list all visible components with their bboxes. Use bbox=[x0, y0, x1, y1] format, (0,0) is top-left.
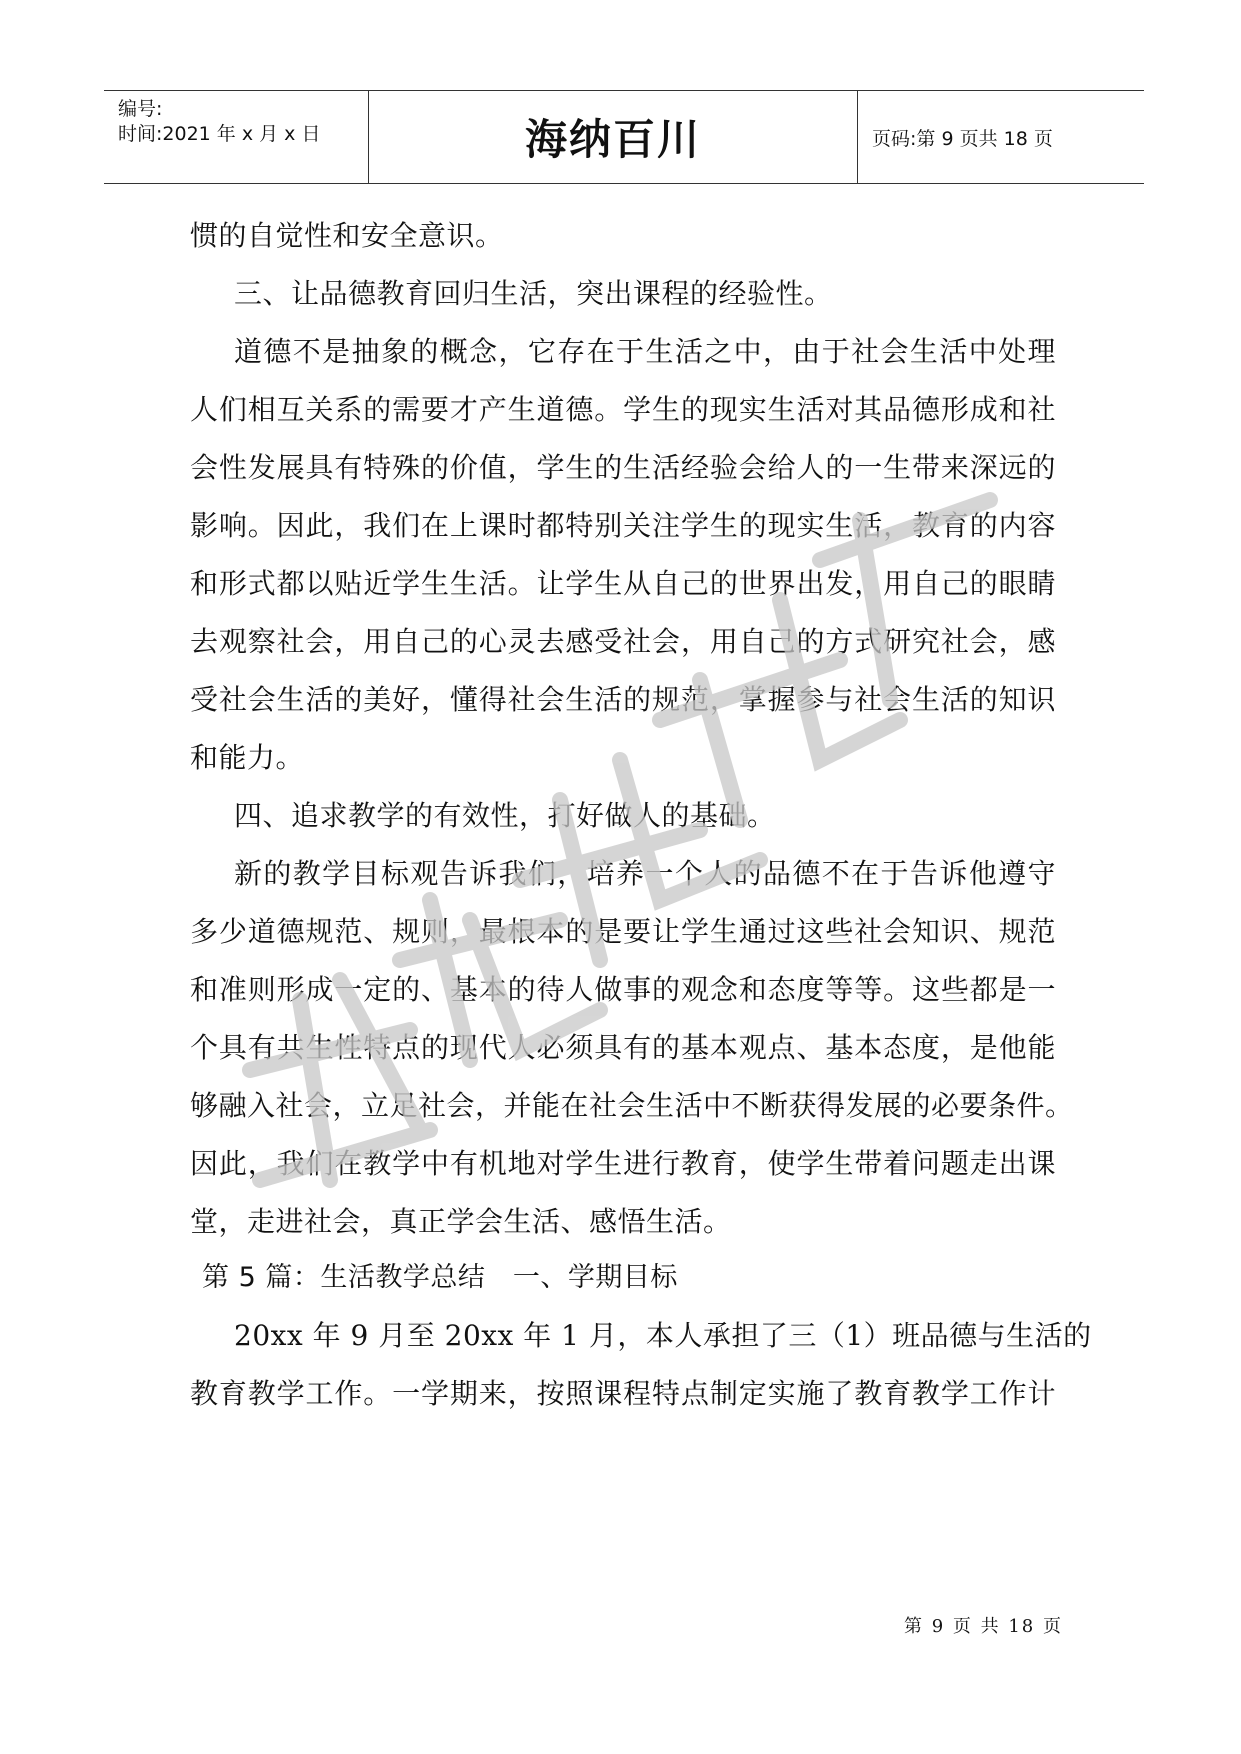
document-header bbox=[104, 90, 1144, 184]
brand-title: 海纳百川 bbox=[524, 115, 701, 164]
body-line: 和准则形成一定的、基本的待人做事的观念和态度等等。这些都是一 bbox=[190, 973, 1056, 1006]
body-line: 多少道德规范、规则，最根本的是要让学生通过这些社会知识、规范 bbox=[190, 915, 1056, 948]
body-line: 人们相互关系的需要才产生道德。学生的现实生活对其品德形成和社 bbox=[190, 393, 1056, 426]
body-line: 教育教学工作。一学期来，按照课程特点制定实施了教育教学工作计 bbox=[190, 1377, 1056, 1410]
body-line: 够融入社会，立足社会，并能在社会生活中不断获得发展的必要条件。 bbox=[190, 1089, 1074, 1122]
document-number-label: 编号: bbox=[118, 98, 163, 120]
page-number-label: 页码:第 9 页共 18 页 bbox=[872, 127, 1053, 150]
body-line: 影响。因此，我们在上课时都特别关注学生的现实生活，教育的内容 bbox=[190, 509, 1056, 542]
section-heading-4: 四、追求教学的有效性，打好做人的基础。 bbox=[234, 799, 776, 832]
body-line: 因此，我们在教学中有机地对学生进行教育，使学生带着问题走出课 bbox=[190, 1147, 1056, 1180]
header-brand-cell bbox=[369, 91, 858, 183]
body-line: 和形式都以贴近学生生活。让学生从自己的世界出发，用自己的眼睛 bbox=[190, 567, 1056, 600]
body-line: 道德不是抽象的概念，它存在于生活之中，由于社会生活中处理 bbox=[234, 335, 1056, 368]
body-line: 个具有共生性特点的现代人必须具有的基本观点、基本态度，是他能 bbox=[190, 1031, 1056, 1064]
header-page-cell bbox=[858, 91, 1144, 183]
body-line: 受社会生活的美好，懂得社会生活的规范，掌握参与社会生活的知识 bbox=[190, 683, 1056, 716]
body-line: 20xx 年 9 月至 20xx 年 1 月，本人承担了三（1）班品德与生活的 bbox=[234, 1319, 1092, 1352]
body-line: 新的教学目标观告诉我们，培养一个人的品德不在于告诉他遵守 bbox=[234, 857, 1056, 890]
document-time-label: 时间:2021 年 x 月 x 日 bbox=[118, 123, 321, 145]
body-line: 会性发展具有特殊的价值，学生的生活经验会给人的一生带来深远的 bbox=[190, 451, 1056, 484]
body-line: 去观察社会，用自己的心灵去感受社会，用自己的方式研究社会，感 bbox=[190, 625, 1056, 658]
body-line: 堂，走进社会，真正学会生活、感悟生活。 bbox=[190, 1205, 732, 1238]
body-line: 和能力。 bbox=[190, 741, 305, 774]
section-heading-3: 三、让品德教育回归生活，突出课程的经验性。 bbox=[234, 277, 833, 310]
page-footer: 第 9 页 共 18 页 bbox=[904, 1616, 1063, 1637]
header-meta-cell bbox=[104, 91, 369, 183]
article-heading: 第 5 篇：生活教学总结 一、学期目标 bbox=[202, 1262, 678, 1293]
body-line: 惯的自觉性和安全意识。 bbox=[190, 219, 504, 252]
